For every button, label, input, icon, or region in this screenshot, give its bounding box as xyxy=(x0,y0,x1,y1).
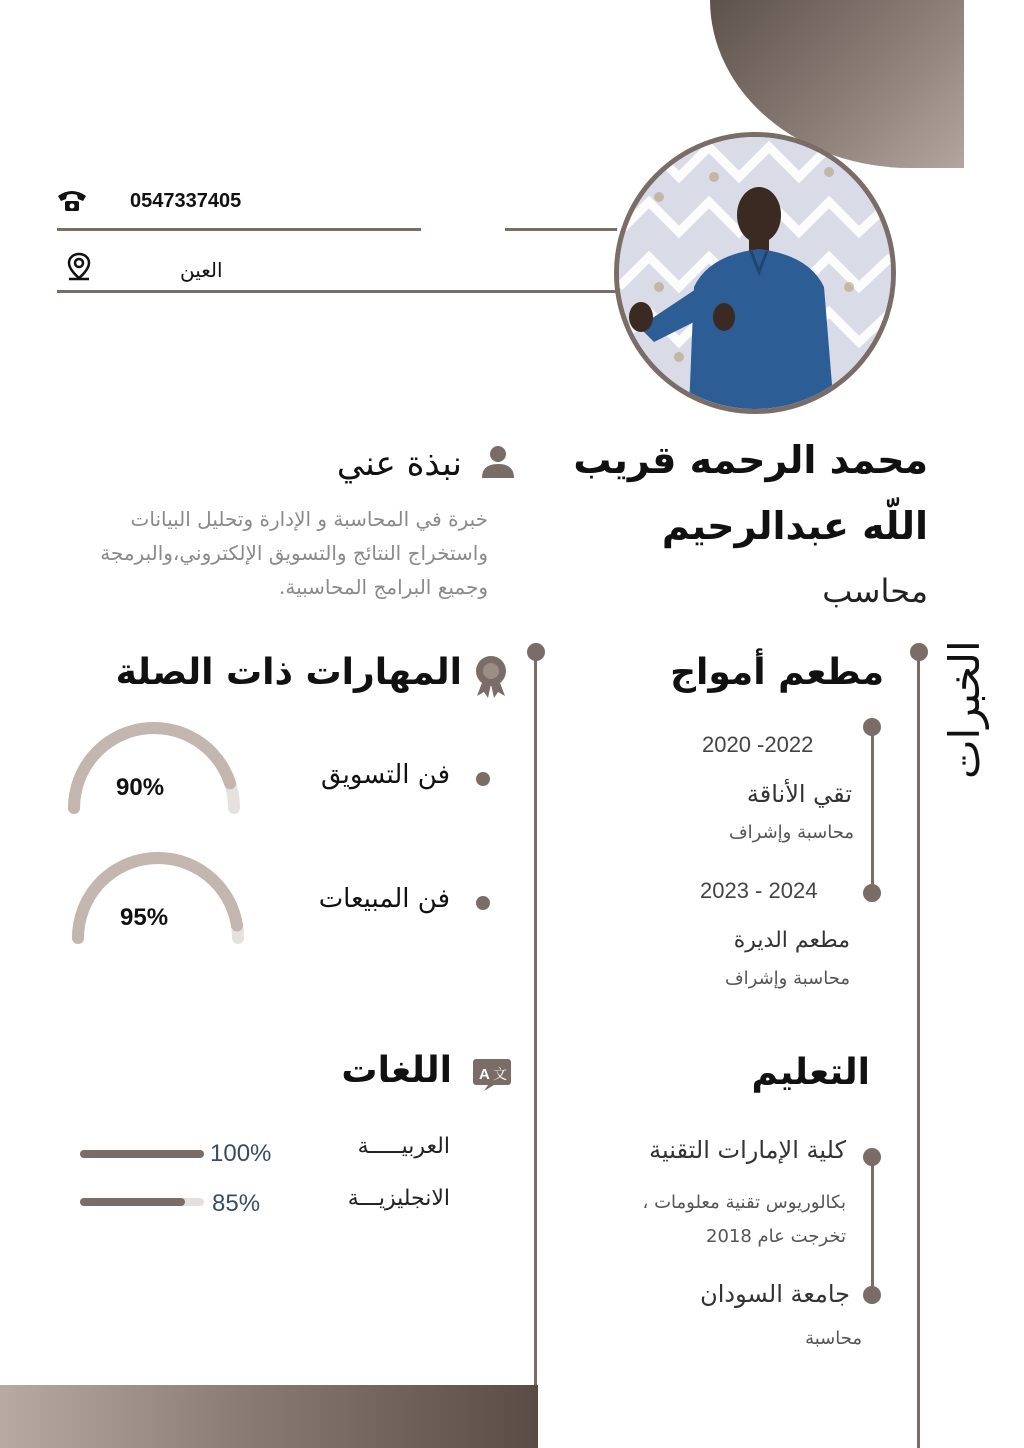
phone-number[interactable]: 0547337405 xyxy=(130,190,242,212)
skill-label: فن التسويق xyxy=(320,760,450,790)
divider xyxy=(57,290,623,293)
full-name xyxy=(508,432,928,554)
experience-vertical-label: الخبرات xyxy=(940,640,989,779)
education-title: التعليم xyxy=(751,1052,870,1093)
experience-period: 2023 - 2024 xyxy=(700,878,818,903)
experience-role: محاسبة وإشراف xyxy=(725,968,850,989)
location-pin-icon xyxy=(66,252,92,282)
about-title: نبذة عني xyxy=(336,444,462,484)
skills-title: المهارات ذات الصلة xyxy=(115,652,462,693)
experience-timeline xyxy=(871,727,874,893)
timeline-dot xyxy=(527,643,545,661)
timeline-dot xyxy=(863,718,881,736)
svg-text:文: 文 xyxy=(493,1067,507,1083)
phone-icon xyxy=(56,188,88,214)
language-bar-fill xyxy=(80,1150,204,1158)
timeline-dot xyxy=(910,643,928,661)
footer-decoration xyxy=(0,1385,538,1448)
experience-place: مطعم الديرة xyxy=(733,928,850,953)
bullet xyxy=(476,896,490,910)
timeline-dot xyxy=(863,884,881,902)
languages-title: اللغات xyxy=(341,1050,452,1091)
education-details: بكالوريوس تقنية معلومات ، تخرجت عام 2018 xyxy=(642,1192,846,1247)
language-percent: 100% xyxy=(210,1140,272,1167)
timeline-dot xyxy=(863,1148,881,1166)
skill-percent: 90% xyxy=(116,774,165,801)
location-text: العين xyxy=(180,258,223,282)
skill-gauge xyxy=(68,850,248,950)
experience-place: تقي الأناقة xyxy=(746,780,852,808)
name-line-1: محمد الرحمه قريب xyxy=(573,438,928,482)
name-line-2: اللّه عبدالرحيم xyxy=(661,504,928,548)
right-divider xyxy=(917,652,920,1448)
language-bar xyxy=(80,1150,204,1158)
award-badge-icon xyxy=(472,654,510,698)
about-text: خبرة في المحاسبة و الإدارة وتحليل البيانات واستخراج النتائج والتسويق الإلكتروني،والبرمجة وجميع البرامج المحاسبية. xyxy=(100,507,488,599)
profile-photo xyxy=(614,132,896,414)
education-school: جامعة السودان xyxy=(700,1280,850,1308)
divider xyxy=(505,228,617,231)
job-title: محاسب xyxy=(822,572,928,610)
timeline-dot xyxy=(863,1286,881,1304)
language-percent: 85% xyxy=(212,1190,261,1217)
language-bar xyxy=(80,1198,204,1206)
experience-company: مطعم أمواج xyxy=(670,652,884,693)
svg-text:A: A xyxy=(479,1066,490,1083)
translate-icon xyxy=(472,1058,512,1092)
education-details: محاسبة xyxy=(805,1328,862,1349)
skill-label: فن المبيعات xyxy=(318,884,450,914)
middle-divider xyxy=(534,652,537,1385)
divider xyxy=(57,228,421,231)
language-bar-fill xyxy=(80,1198,185,1206)
skill-gauge xyxy=(64,720,244,820)
person-icon xyxy=(480,444,516,480)
education-timeline xyxy=(871,1158,874,1294)
skill-percent: 95% xyxy=(120,904,169,931)
bullet xyxy=(476,772,490,786)
experience-period: 2020 -2022 xyxy=(702,732,814,757)
language-label: الانجليزيـــة xyxy=(347,1186,450,1211)
education-school: كلية الإمارات التقنية xyxy=(649,1136,846,1164)
experience-role: محاسبة وإشراف xyxy=(729,822,854,843)
language-label: العربيـــــة xyxy=(357,1134,450,1159)
